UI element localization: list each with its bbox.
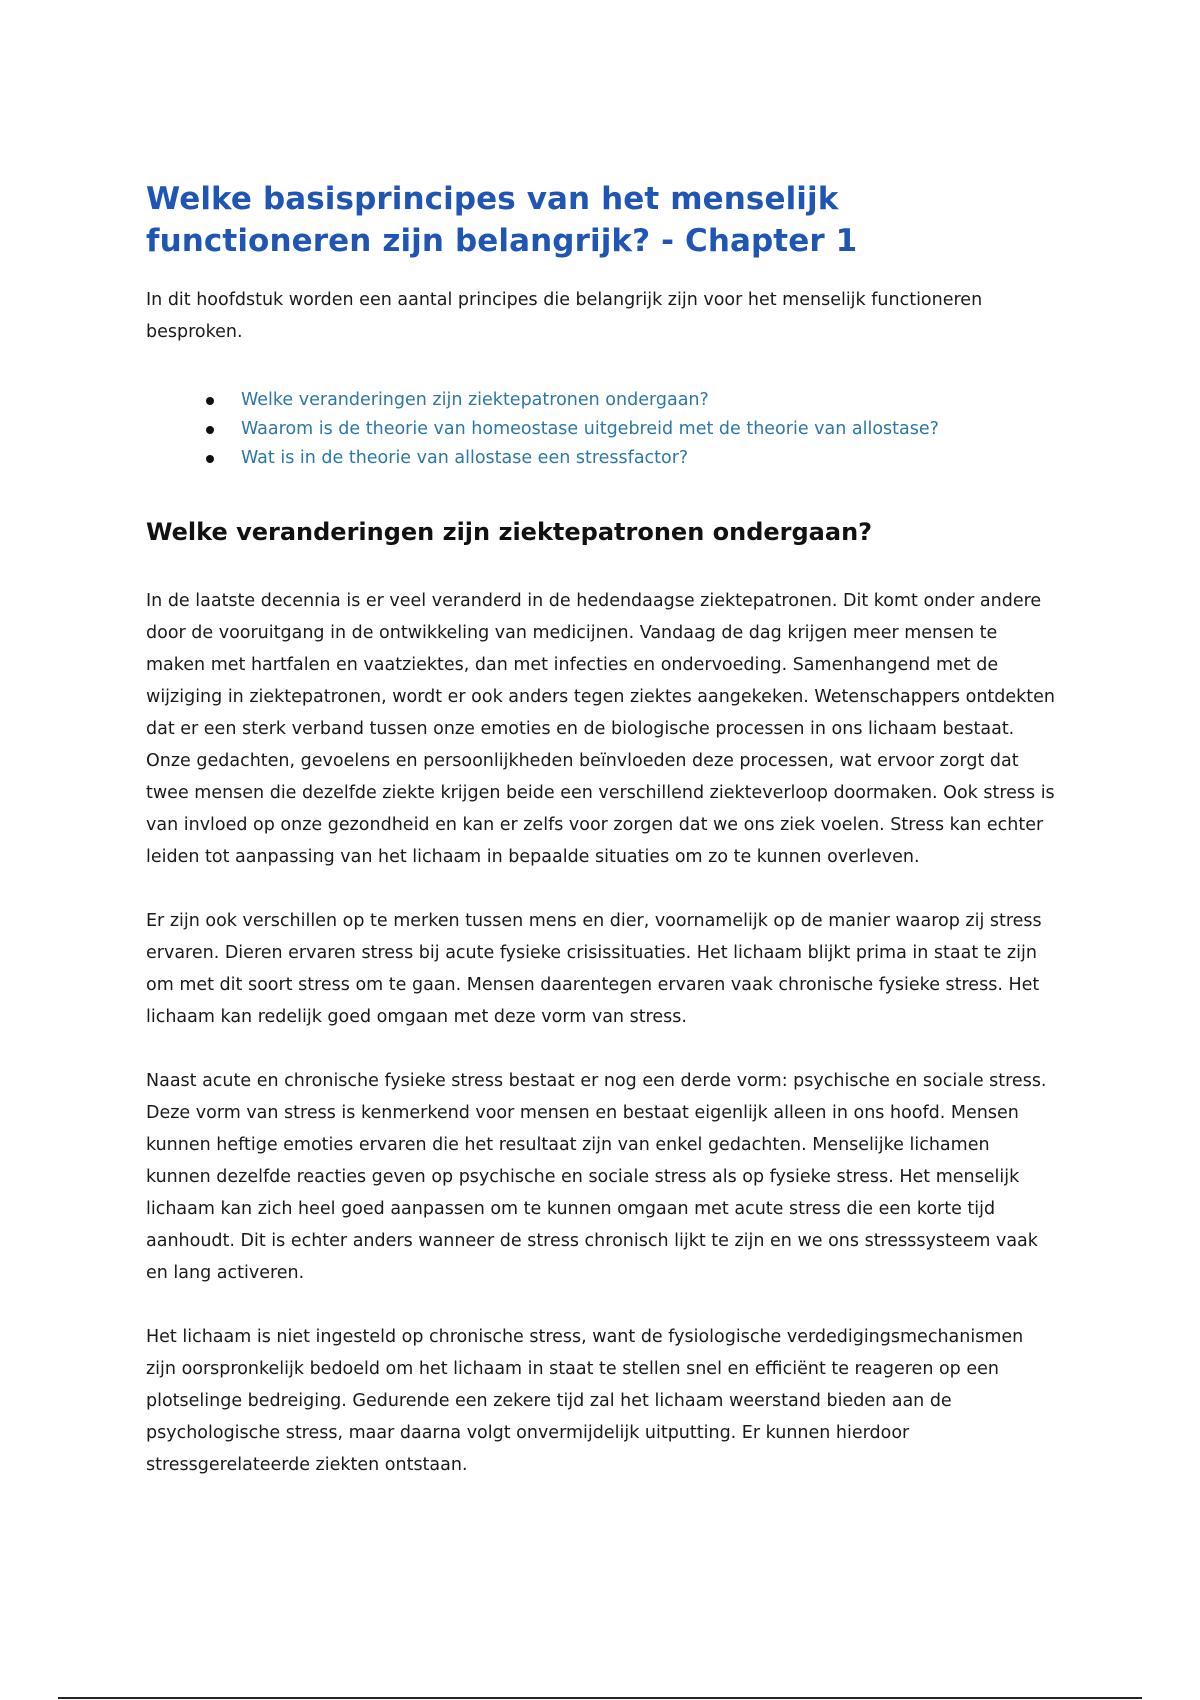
body-paragraph-3: Naast acute en chronische fysieke stress bestaat er nog een derde vorm: psychische en sociale stress. Deze vorm van stress is kenmerkend voor mensen en bestaat eigenlijk alleen in ons hoofd. Mensen kunnen heftige emoties ervaren die het resultaat zijn van enkel gedachten. Menselijke lichamen kunnen dezelfde reacties geven op psychische en sociale stress als op fysieke stress. Het menselijk lichaam kan zich heel goed aanpassen om te kunnen omgaan met acute stress die een korte tijd aanhoudt. Dit is echter anders wanneer de stress chronisch lijkt te zijn en we ons stresssysteem vaak en lang activeren. xyxy=(146,1071,1047,1283)
table-of-contents xyxy=(146,386,1056,473)
section-heading: Welke veranderingen zijn ziektepatronen ondergaan? xyxy=(146,518,873,546)
bullet-icon xyxy=(206,426,214,434)
toc-link-ziektepatronen[interactable]: Welke veranderingen zijn ziektepatronen ondergaan? xyxy=(241,390,709,410)
page-title: Welke basisprincipes van het menselijk functioneren zijn belangrijk? - Chapter 1 xyxy=(146,181,858,259)
bullet-icon xyxy=(206,397,214,405)
body-paragraph-1: In de laatste decennia is er veel veranderd in de hedendaagse ziektepatronen. Dit komt onder andere door de vooruitgang in de ontwikkeling van medicijnen. Vandaag de dag krijgen meer mensen te maken met hartfalen en vaatziektes, dan met infecties en ondervoeding. Samenhangend met de wijziging in ziektepatronen, wordt er ook anders tegen ziektes aangekeken. Wetenschappers ontdekten dat er een sterk verband tussen onze emoties en de biologische processen in ons lichaam bestaat. Onze gedachten, gevoelens en persoonlijkheden beïnvloeden deze processen, wat ervoor zorgt dat twee mensen die dezelfde ziekte krijgen beide een verschillend ziekteverloop doormaken. Ook stress is van invloed op onze gezondheid en kan er zelfs voor zorgen dat we ons ziek voelen. Stress kan echter leiden tot aanpassing van het lichaam in bepaalde situaties om zo te kunnen overleven. xyxy=(146,591,1056,867)
toc-link-homeostase[interactable]: Waarom is de theorie van homeostase uitgebreid met de theorie van allostase? xyxy=(241,419,939,439)
toc-item xyxy=(206,386,1056,415)
document-page xyxy=(146,178,1056,1481)
toc-item xyxy=(206,444,1056,473)
body-paragraph-4: Het lichaam is niet ingesteld op chronische stress, want de fysiologische verdedigingsmechanismen zijn oorspronkelijk bedoeld om het lichaam in staat te stellen snel en efficiënt te reageren op een plotselinge bedreiging. Gedurende een zekere tijd zal het lichaam weerstand bieden aan de psychologische stress, maar daarna volgt onvermijdelijk uitputting. Er kunnen hierdoor stressgerelateerde ziekten ontstaan. xyxy=(146,1327,1024,1475)
footer-divider xyxy=(58,1697,1142,1699)
intro-paragraph: In dit hoofdstuk worden een aantal principes die belangrijk zijn voor het menselijk functioneren besproken. xyxy=(146,290,983,342)
toc-link-stressfactor[interactable]: Wat is in de theorie van allostase een stressfactor? xyxy=(241,448,689,468)
toc-item xyxy=(206,415,1056,444)
body-paragraph-2: Er zijn ook verschillen op te merken tussen mens en dier, voornamelijk op de manier waarop zij stress ervaren. Dieren ervaren stress bij acute fysieke crisissituaties. Het lichaam blijkt prima in staat te zijn om met dit soort stress om te gaan. Mensen daarentegen ervaren vaak chronische fysieke stress. Het lichaam kan redelijk goed omgaan met deze vorm van stress. xyxy=(146,911,1042,1027)
bullet-icon xyxy=(206,455,214,463)
